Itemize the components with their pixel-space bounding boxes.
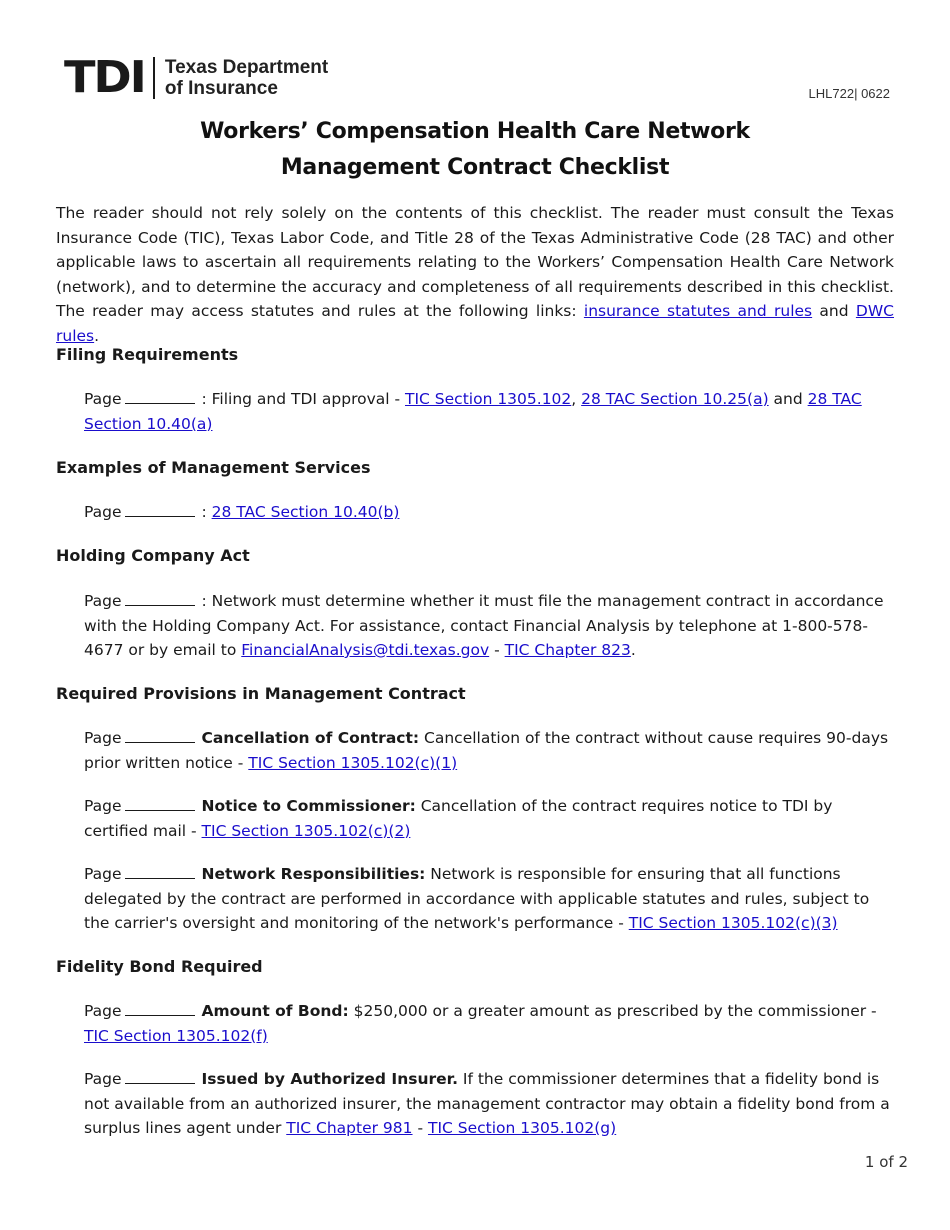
page-blank-field[interactable] <box>125 1001 195 1016</box>
logo-line-1: Texas Department <box>164 57 329 78</box>
tic-1305-102-g-link[interactable]: TIC Section 1305.102(g) <box>427 1119 617 1137</box>
tic-1305-102-c3-link[interactable]: TIC Section 1305.102(c)(3) <box>628 914 838 932</box>
item-text: : Filing and TDI approval - <box>196 390 406 408</box>
item-end: . <box>630 641 636 659</box>
item-label: Amount of Bond: <box>201 1002 349 1020</box>
checklist-item <box>84 589 894 663</box>
section-heading: Fidelity Bond Required <box>56 957 263 976</box>
intro-paragraph <box>56 201 894 348</box>
tac-10-40b-link[interactable]: 28 TAC Section 10.40(b) <box>211 503 400 521</box>
financial-analysis-email-link[interactable]: FinancialAnalysis@tdi.texas.gov <box>241 641 490 659</box>
page-blank-field[interactable] <box>125 502 195 517</box>
item-label: Notice to Commissioner: <box>201 797 416 815</box>
page-title <box>0 114 950 186</box>
checklist-item <box>84 726 894 775</box>
checklist-item <box>84 500 894 525</box>
tic-1305-102-link[interactable]: TIC Section 1305.102 <box>405 390 572 408</box>
title-line-2: Management Contract Checklist <box>280 155 670 180</box>
dwc-rules-link[interactable]: DWC rules <box>56 302 894 345</box>
section-required-provisions <box>56 683 894 936</box>
title-line-1: Workers’ Compensation Health Care Network <box>200 119 750 144</box>
intro-end: . <box>94 326 100 345</box>
tic-chapter-981-link[interactable]: TIC Chapter 981 <box>286 1119 413 1137</box>
page-blank-field[interactable] <box>125 1069 195 1084</box>
page-blank-field[interactable] <box>125 728 195 743</box>
checklist-item <box>84 1067 894 1141</box>
page-blank-field[interactable] <box>125 591 195 606</box>
tic-1305-102-c1-link[interactable]: TIC Section 1305.102(c)(1) <box>248 753 458 772</box>
logo-text <box>165 57 328 99</box>
checklist-item <box>84 999 894 1048</box>
page-label: Page <box>84 797 122 815</box>
checklist-item <box>84 794 894 843</box>
intro-text: The reader should not rely solely on the contents of this checklist. The reader must consult the Texas Insurance Code (TIC), Texas Labor Code, and Title 28 of the Texas Administrative Code (28 TAC) and other applicable laws to ascertain all requirements relating to the Workers’ Compensation Health Care Network (network), and to determine the accuracy and completeness of all requirements described in this checklist. The reader may access statutes and rules at the following links: <box>56 204 894 320</box>
intro-and: and <box>812 302 856 320</box>
page-blank-field[interactable] <box>125 796 195 811</box>
logo-line-2: of Insurance <box>164 78 278 99</box>
page-blank-field[interactable] <box>125 389 195 404</box>
insurance-statutes-link[interactable]: insurance statutes and rules <box>583 302 813 320</box>
section-heading: Examples of Management Services <box>56 458 371 477</box>
tic-1305-102-f-link[interactable]: TIC Section 1305.102(f) <box>84 1026 268 1045</box>
checklist-item <box>84 387 894 436</box>
item-text: : Network must determine whether it must file the management contract in accordance with the Holding Company Act. For assistance, contact Financial Analysis by telephone at 1-800-578-4677 or by email to <box>84 592 884 659</box>
item-label: Cancellation of Contract: <box>201 729 420 747</box>
tdi-logo <box>64 52 329 103</box>
item-text: Cancellation of the contract requires notice to TDI by certified mail - <box>84 797 833 840</box>
page-label: Page <box>84 729 122 747</box>
page-blank-field[interactable] <box>125 864 195 879</box>
logo-mark: TDI <box>64 52 145 103</box>
page-number: 1 of 2 <box>864 1153 908 1171</box>
form-id: LHL722| 0622 <box>808 86 890 101</box>
item-text: If the commissioner determines that a fidelity bond is not available from an authorized insurer, the management contractor may obtain a fidelity bond from a surplus lines agent under <box>84 1070 890 1137</box>
section-holding-company-act <box>56 545 894 663</box>
section-examples-management-services <box>56 457 894 525</box>
page-label: Page <box>84 592 122 610</box>
tic-1305-102-c2-link[interactable]: TIC Section 1305.102(c)(2) <box>201 821 411 840</box>
section-fidelity-bond <box>56 956 894 1141</box>
tic-chapter-823-link[interactable]: TIC Chapter 823 <box>504 641 631 659</box>
item-text: Network is responsible for ensuring that all functions delegated by the contract are performed in accordance with applicable statutes and rules, subject to the carrier's oversight and monitoring of the network's performance - <box>84 865 870 932</box>
tac-10-25a-link[interactable]: 28 TAC Section 10.25(a) <box>581 390 769 408</box>
section-heading: Filing Requirements <box>56 345 239 364</box>
separator: and <box>768 390 808 408</box>
separator: , <box>571 390 582 408</box>
item-text: : <box>196 503 212 521</box>
tac-10-40a-link[interactable]: 28 TAC Section 10.40(a) <box>84 390 862 433</box>
page-label: Page <box>84 1002 122 1020</box>
logo-divider <box>153 57 155 99</box>
item-label: Issued by Authorized Insurer. <box>201 1070 458 1088</box>
page-label: Page <box>84 503 122 521</box>
section-heading: Required Provisions in Management Contract <box>56 684 466 703</box>
item-label: Network Responsibilities: <box>201 865 426 883</box>
section-filing-requirements <box>56 344 894 436</box>
item-text: Cancellation of the contract without cause requires 90-days prior written notice - <box>84 729 889 772</box>
page-label: Page <box>84 390 122 408</box>
page-label: Page <box>84 1070 122 1088</box>
section-heading: Holding Company Act <box>56 546 250 565</box>
separator: - <box>489 641 505 659</box>
checklist-item <box>84 862 894 936</box>
page-label: Page <box>84 865 122 883</box>
separator: - <box>412 1119 428 1137</box>
item-text: $250,000 or a greater amount as prescribed by the commissioner - <box>348 1002 877 1020</box>
